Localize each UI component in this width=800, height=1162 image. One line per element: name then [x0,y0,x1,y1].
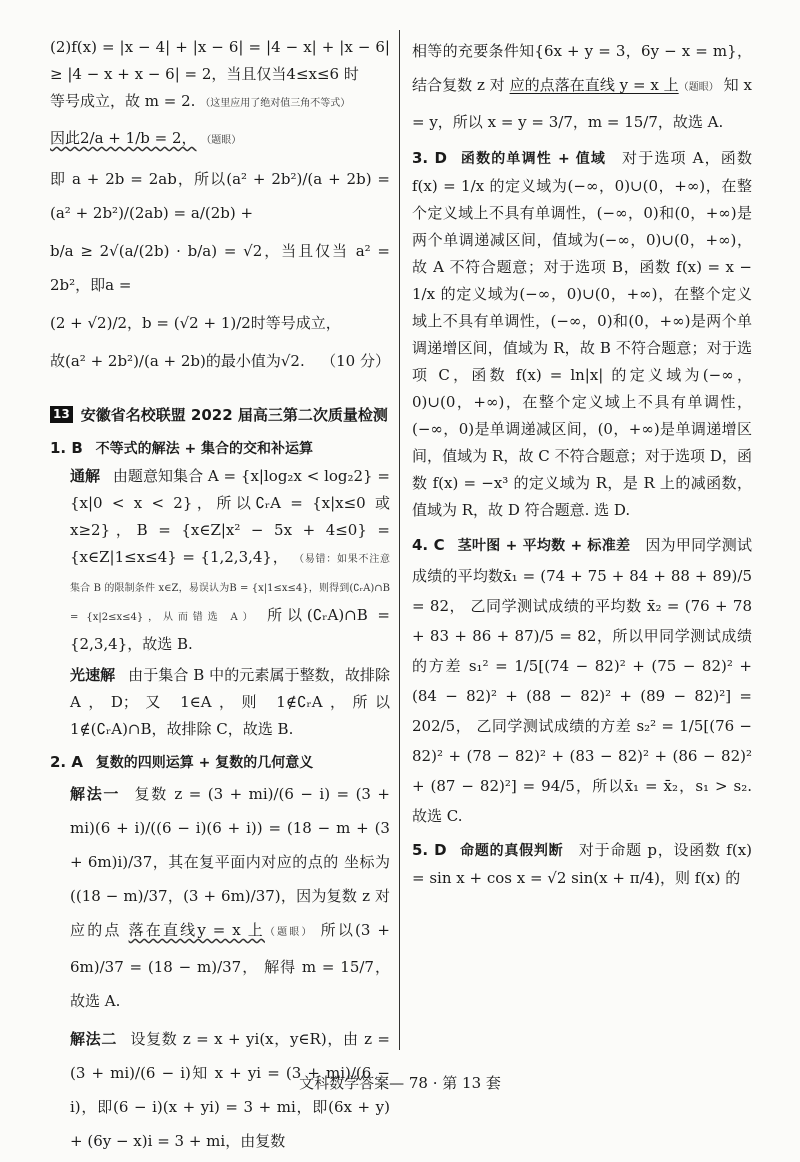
q1-text-fast: 由于集合 B 中的元素属于整数，故排除 A，D；又 1∈A，则 1∉∁ᵣA，所以 1∉(∁ᵣA)∩B，故排除 C，故选 B. [70,666,390,738]
q2-cont-b-end: 知 x = y，所以 [412,76,752,131]
q2-text-2a: 设复数 z = x + yi(x，y∈R)，由 z = [130,1030,390,1048]
q4-tag: 茎叶图 + 平均数 + 标准差 [457,538,631,554]
q2-method-2: 解法二 [70,1030,117,1048]
q2-text-1d-underline: 落在直线y = x 上 [128,921,265,939]
q12-eq-line: (2 + √2)/2，b = (√2 + 1)/2时等号成立， [50,314,341,332]
q2-text-1c: 坐标为((18 − m)/37，(3 + 6m)/37)，因为复数 z 对应的点 [70,853,390,939]
q2-text-1b: (18 − m + (3 + 6m)i)/37，其在复平面内对应的点的 [70,819,390,871]
q5-text: 对于命题 p，设函数 f(x) = sin x + cos x = √2 sin(x + π/4)，则 f(x) 的 [412,841,753,887]
section-header [50,404,390,425]
q4-number: 4. C [412,536,445,554]
q12-final-line [50,344,390,378]
q1-method-fast: 光速解 [70,666,116,684]
q1-number: 1. B [50,439,83,457]
q2-cont-note: （题眼） [678,82,719,93]
q5-number: 5. D [412,841,447,859]
q2-note-key: （题眼） [264,927,314,938]
q1-tag: 不等式的解法 + 集合的交和补运算 [95,441,314,457]
q1-note-pitfall: （易错：如果不注意集合 B 的限制条件 x∈Z，易误认为B = {x|1≤x≤4}，则得到(∁ᵣA)∩B = {x|2≤x≤4}，从而错选 A） [70,554,391,623]
q4-block [412,530,752,831]
q2-number: 2. A [50,753,83,771]
q12-part2-line2: 等号成立，故 m = 2. [50,92,196,110]
q5-tag: 命题的真假判断 [460,843,564,859]
q2-cont-c: x = y = 3/7，m = 15/7，故选 A. [487,113,724,131]
q12-part2 [50,34,390,117]
left-column [50,34,390,1162]
page-footer: 文科数学答案— 78 · 第 13 套 [299,1074,501,1092]
q2-cont-a: 相等的充要条件知{6x + y = 3，6y − x = m}，结合复数 z 对 [412,42,752,94]
section-title: 安徽省名校联盟 2022 届高三第二次质量检测 [80,406,388,424]
right-column [412,34,752,892]
q1-text-general: 由题意知集合 A = {x|log₂x < log₂2} = {x|0 < x < 2}，所以∁ᵣA = {x|x≤0 或 x≥2}，B = {x∈Z|x² − 5x + 4≤0} = {x∈Z|1≤x≤4} = {1,2,3,4}， [70,467,390,566]
q2-method-1: 解法一 [70,785,121,803]
q3-block [412,145,752,524]
q2-tag: 复数的四则运算 + 复数的几何意义 [95,755,314,771]
q3-number: 3. D [412,149,447,167]
q12-note-triangle: （这里应用了绝对值三角不等式） [200,98,351,109]
q4-text-b: 乙同学测试成绩的平均数 x̄₂ = (76 + 78 + 83 + 86 + 87)/5 = 82，所以甲同学测试成绩的方差 s₁² = 1/5[(74 − 82)² + (75 − 82)² + (84 − 82)² + (88 − 82)² + (89 − 82)²] = 202/5， [412,597,752,735]
q12-score: （10 分） [321,352,390,370]
q1-method-general: 通解 [70,467,101,485]
q2-header [50,749,390,777]
q2-text-2b: (3 + mi)/(6 − i)知 x + yi = (3 + mi)/(6 − i)，即(6 − i)(x + yi) = [70,1064,390,1116]
q12-final-text: 故(a² + 2b²)/(a + 2b)的最小值为√2. [50,352,305,370]
q2-text-1d-end: 所以(3 + 6m)/37 = (18 − m)/37， [70,921,390,976]
q1-header [50,435,390,463]
q4-text-c: 乙同学测试成绩的方差 s₂² = 1/5[(76 − 82)² + (78 − 82)² + (83 − 82)² + (86 − 82)² + (87 − 82)²] = 94/5，所以x̄₁ = x̄₂，s₁ > s₂. 故选 C. [412,717,752,825]
q2-text-2c: 3 + mi，即(6x + y) + (6y − x)i = 3 + mi，由复数 [70,1098,390,1150]
q4-text-a: 因为甲同学测试成绩的平均数x̄₁ = (74 + 75 + 84 + 88 + 89)/5 = 82， [412,536,752,615]
q2-text-1e: 解得 m = 15/7，故选 A. [70,958,391,1010]
q2-continued [412,34,752,139]
q12-part2-line1: (2)f(x) = |x − 4| + |x − 6| = |4 − x| + |x − 6| ≥ |4 − x + x − 6| = 2，当且仅当4≤x≤6 时 [50,38,390,83]
q12-note-key: （题眼） [201,135,242,146]
q12-therefore [50,121,390,158]
q12-ineq-line: b/a ≥ 2√(a/(2b) · b/a) = √2，当且仅当 a² = 2b²，即a = [50,242,390,294]
q12-therefore-text: 因此2/a + 1/b = 2， [50,129,197,147]
q3-text: 对于选项 A，函数 f(x) = 1/x 的定义域为(−∞，0)∪(0，+∞)，在整个定义域上不具有单调性，(−∞，0)和(0，+∞)是两个单调递减区间，值域为(−∞，0)∪(0，+∞)，故 A 不符合题意；对于选项 B，函数 f(x) = x − 1/x 的定义域为(−∞，0)∪(0，+∞)，在整个定义域上不具有单调性，(−∞，0)和(0，+∞)是两个单调递增区间，值域为 R，故 B 不符合题意；对于选项 C，函数 f(x) = ln|x| 的定义域为(−∞，0)∪(0，+∞)，在整个定义域上不具有单调性，(−∞，0)是单调递减区间，(0，+∞)是单调递增区间，值域为 R，故 C 不符合题意；对于选项 D，函数 f(x) = −x³ 的定义域为 R，是 R 上的减函数，值域为 R，故 D 符合题意. 选 D. [412,149,752,519]
q3-tag: 函数的单调性 + 值域 [460,151,607,167]
q2-cont-b-underline: 应的点落在直线 y = x 上 [509,76,679,94]
q1-text-general-end: 所以(∁ᵣA)∩B = {2,3,4}，故选 B. [70,606,390,653]
q2-text-1a: 复数 z = (3 + mi)/(6 − i) = (3 + mi)(6 + i)/((6 − i)(6 + i)) = [70,785,390,837]
q5-block [412,837,752,892]
column-divider [399,30,400,1050]
q2-solution-1 [50,777,390,1018]
q1-solution-fast [50,662,390,743]
q1-solution-general [50,463,390,658]
section-number: 13 [50,406,73,423]
q12-a2b-line: 即 a + 2b = 2ab，所以(a² + 2b²)/(a + 2b) = (a² + 2b²)/(2ab) = a/(2b) + [50,170,390,222]
